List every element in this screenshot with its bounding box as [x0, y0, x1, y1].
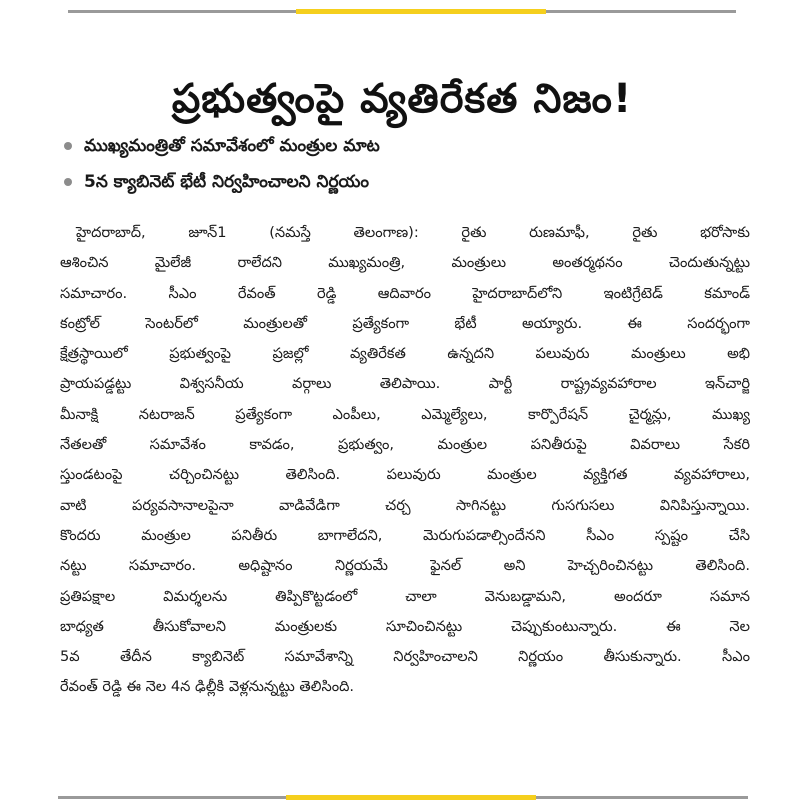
- body-line: నేతలతో సమావేశం కావడం, ప్రభుత్వం, మంత్రుల పనితీరుపై వివరాలు సేకరి: [60, 436, 750, 454]
- article-body: [60, 218, 750, 703]
- body-line: కొందరు మంత్రుల పనితీరు బాగాలేదని, మెరుగుపడాల్సిందేనని సీఎం స్పష్టం చేసి: [60, 526, 750, 544]
- body-line: రేవంత్ రెడ్డి ఈ నెల 4న ఢిల్లీకి వెళ్లనున్నట్టు తెలిసింది.: [60, 678, 355, 696]
- bottom-divider: [58, 796, 748, 799]
- subheading-text: ముఖ్యమంత్రితో సమావేశంలో మంత్రుల మాట: [84, 136, 380, 156]
- body-line: ప్రాయపడ్డట్టు విశ్వసనీయ వర్గాలు తెలిపాయి. పార్టీ రాష్ట్రవ్యవహారాల ఇన్‌చార్జి: [60, 375, 750, 393]
- article-headline: ప్రభుత్వంపై వ్యతిరేకత నిజం!: [171, 75, 633, 122]
- top-divider-accent: [296, 9, 546, 14]
- body-line: నట్టు సమాచారం. అధిష్టానం నిర్ణయమే ఫైనల్ అని హెచ్చరించినట్టు తెలిసింది.: [60, 557, 750, 575]
- bullet-dot-icon: [64, 142, 72, 150]
- body-line: క్షేత్రస్థాయిలో ప్రభుత్వంపై ప్రజల్లో వ్యతిరేకత ఉన్నదని పలువురు మంత్రులు అభి: [60, 345, 750, 363]
- body-line: సమాచారం. సీఎం రేవంత్ రెడ్డి ఆదివారం హైదరాబాద్‌లోని ఇంటిగ్రేటెడ్ కమాండ్: [60, 284, 750, 302]
- bullet-dot-icon: [64, 178, 72, 186]
- body-line: మీనాక్షి నటరాజన్ ప్రత్యేకంగా ఎంపీలు, ఎమ్మెల్యేలు, కార్పొరేషన్ చైర్మన్లు, ముఖ్య: [60, 405, 750, 423]
- body-line: వాటి పర్యవసానాలపైనా వాడివేడిగా చర్చ సాగినట్టు గుసగుసలు వినిపిస్తున్నాయి.: [60, 496, 750, 514]
- body-line: హైదరాబాద్, జూన్1 (నమస్తే తెలంగాణ): రైతు రుణమాఫీ, రైతు భరోసాకు: [76, 224, 750, 241]
- body-line: స్తుండటంపై చర్చించినట్టు తెలిసింది. పలువురు మంత్రుల వ్యక్తిగత వ్యవహారాలు,: [60, 466, 750, 484]
- body-line: కంట్రోల్ సెంటర్‌లో మంత్రులతో ప్రత్యేకంగా భేటీ అయ్యారు. ఈ సందర్భంగా: [60, 314, 750, 332]
- top-divider: [68, 10, 736, 13]
- body-line: బాధ్యత తీసుకోవాలని మంత్రులకు సూచించినట్టు చెప్పుకుంటున్నారు. ఈ నెల: [60, 617, 750, 635]
- subheading-text: 5న క్యాబినెట్ భేటీ నిర్వహించాలని నిర్ణయం: [84, 172, 370, 192]
- body-line: ప్రతిపక్షాల విమర్శలను తిప్పికొట్టడంలో చాలా వెనుబడ్డామని, అందరూ సమాన: [60, 587, 750, 605]
- body-line: ఆశించిన మైలేజీ రాలేదని ముఖ్యమంత్రి, మంత్రులు అంతర్మథనం చెందుతున్నట్టు: [60, 254, 750, 272]
- subheading-item: [58, 164, 748, 200]
- subheading-item: [58, 128, 748, 164]
- body-line: 5వ తేదీన క్యాబినెట్ సమావేశాన్ని నిర్వహించాలని నిర్ణయం తీసుకున్నారు. సీఎం: [60, 648, 750, 666]
- subheading-list: [58, 128, 748, 200]
- bottom-divider-accent: [286, 795, 536, 800]
